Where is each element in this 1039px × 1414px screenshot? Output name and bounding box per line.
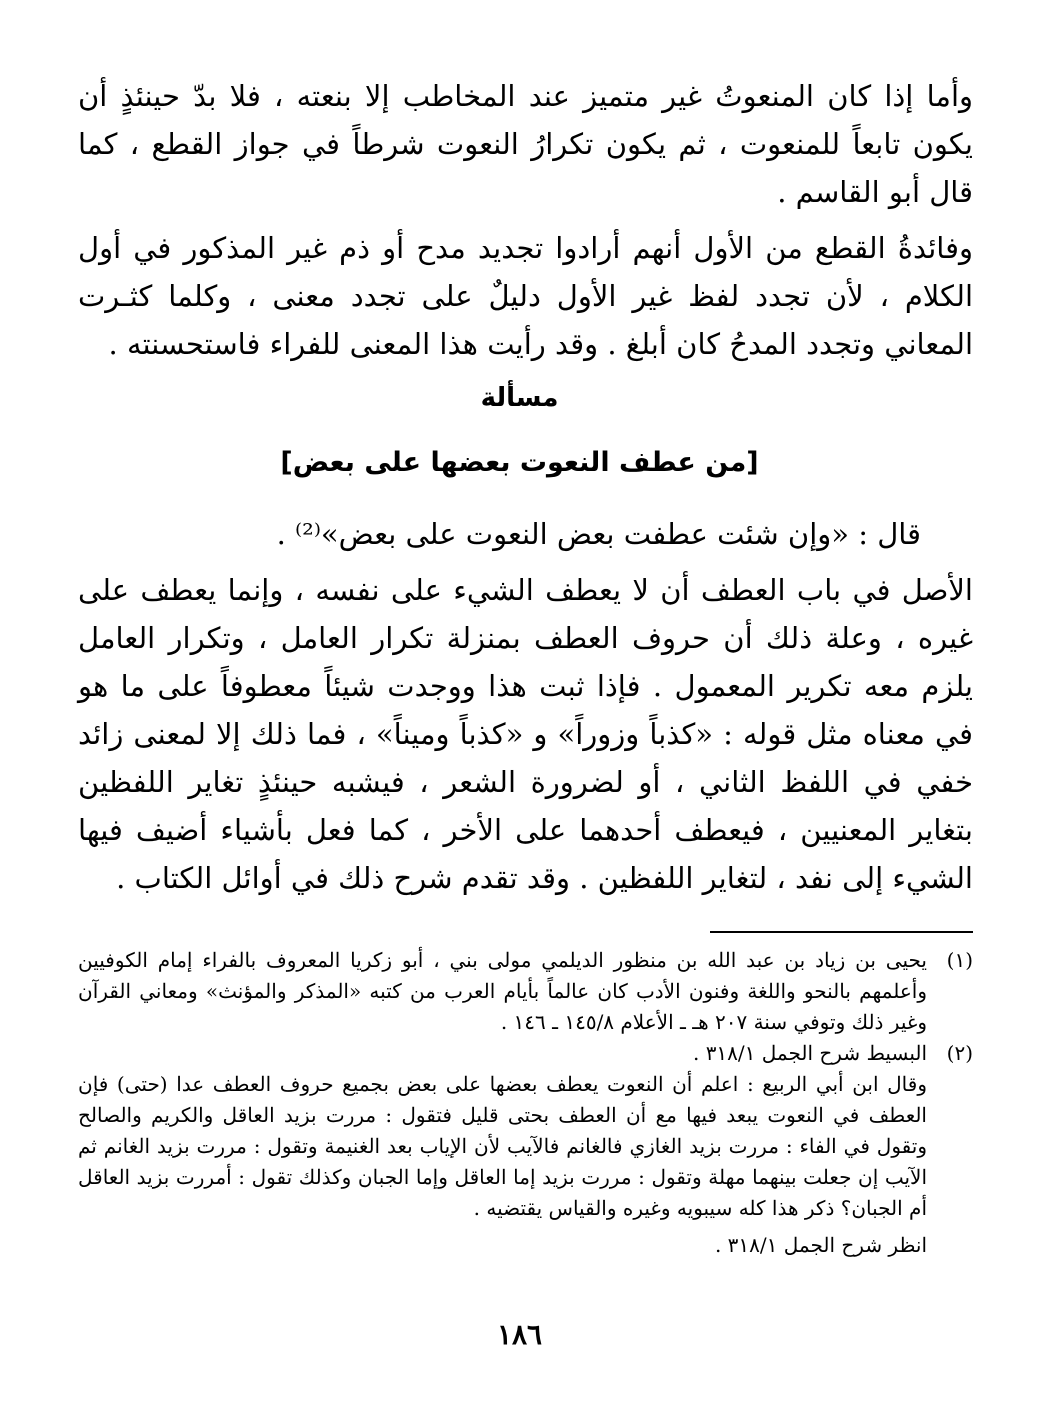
footnote-2-reference: انظر شرح الجمل ٣١٨/١ . bbox=[714, 1233, 927, 1257]
footnote-2-extra: وقال ابن أبي الربيع : اعلم أن النعوت يعطف بعضها على بعض بجميع حروف العطف عدا (حتى) فإن العطف في النعوت يبعد فيها مع أن العطف بحتى قليل فتقول : مررت بزيد العاقل والكريم والصالح وتقول في الفاء : مررت بزيد الغازي فالغانم فالآيب لأن الإياب بعد الغنيمة وتقول : مررت بزيد الغانم ثم الآيب إن جعلت بينهما مهلة وتقول : مررت بزيد إما العاقل وإما الجبان وكذلك تقول : أمررت بزيد العاقل أم الجبان؟ ذكر هذا كله سيبويه وغيره والقياس يقتضيه . bbox=[78, 1072, 928, 1220]
footnote-2-number: (٢) bbox=[946, 1041, 973, 1065]
section-heading-masala: مسألة bbox=[480, 383, 559, 413]
section-heading-title: [من عطف النعوت بعضها على بعض] bbox=[280, 447, 759, 478]
paragraph-main: الأصل في باب العطف أن لا يعطف الشيء على نفسه ، وإنما يعطف على غيره ، وعلة ذلك أن حروف العطف بمنزلة تكرار العامل ، وتكرار العامل يلزم معه تكرير المعمول . فإذا ثبت هذا ووجدت شيئاً معطوفاً على ما هو في معناه مثل قوله : «كذباً وزوراً» و «كذباً وميناً» ، فما ذلك إلا لمعنى زائد خفي في اللفظ الثاني ، أو لضرورة الشعر ، فيشبه حينئذٍ تغاير اللفظين بتغاير المعنيين ، فيعطف أحدهما على الأخر ، كما فعل بأشياء أضيف فيها الشيء إلى نفد ، لتغاير اللفظين . وقد تقدم شرح ذلك في أوائل الكتاب . bbox=[78, 573, 973, 895]
footnote-2 bbox=[78, 1038, 973, 1069]
footnote-1 bbox=[78, 945, 973, 1038]
footnote-2-text: البسيط شرح الجمل ٣١٨/١ . bbox=[692, 1041, 927, 1065]
top-text-block bbox=[78, 72, 973, 368]
footnote-1-text: يحيى بن زياد بن عبد الله بن منظور الديلمي مولى بني ، أبو زكريا المعروف بالفراء إمام الكوفيين وأعلمهم بالنحو واللغة وفنون الأدب كان عالماً بأيام العرب من كتبه «المذكر والمؤنث» ومعاني القرآن وغير ذلك وتوفي سنة ٢٠٧ هـ ـ الأعلام ١٤٥/٨ ـ ١٤٦ . bbox=[78, 948, 927, 1034]
quote-line: قال : «وإن شئت عطفت بعض النعوت على بعض»⁽²⁾ . bbox=[276, 517, 921, 551]
paragraph-2: وفائدةُ القطع من الأول أنهم أرادوا تجديد مدح أو ذم غير المذكور في أول الكلام ، لأن تجدد لفظ غير الأول دليلٌ على تجدد معنى ، وكلما كثـرت المعاني وتجدد المدحُ كان أبلغ . وقد رأيت هذا المعنى للفراء فاستحسنته . bbox=[78, 231, 973, 361]
page-number: ١٨٦ bbox=[496, 1318, 543, 1351]
paragraph-1: وأما إذا كان المنعوتُ غير متميز عند المخاطب إلا بنعته ، فلا بدّ حينئذٍ أن يكون تابعاً للمنعوت ، ثم يكون تكرارُ النعوت شرطاً في جواز القطع ، كما قال أبو القاسم . bbox=[78, 79, 973, 209]
footnote-divider bbox=[710, 931, 973, 933]
footnote-1-number: (١) bbox=[946, 948, 973, 972]
footnotes bbox=[78, 945, 973, 1261]
section-body bbox=[78, 510, 973, 902]
